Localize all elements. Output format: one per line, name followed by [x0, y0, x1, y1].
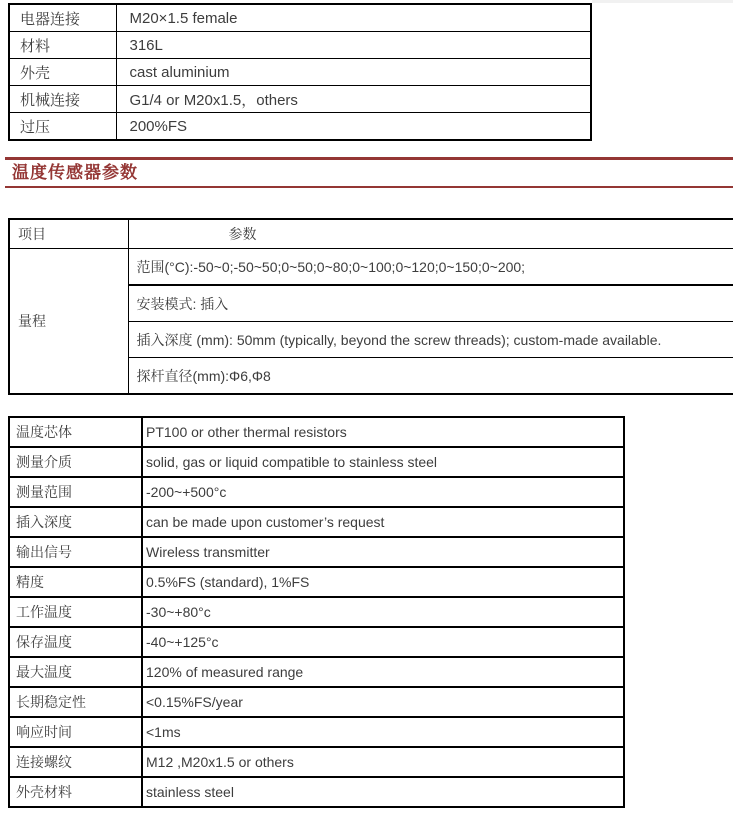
table-row — [9, 537, 624, 567]
spec-label: 测量范围 — [9, 477, 142, 507]
spec-value: 0.5%FS (standard), 1%FS — [142, 567, 624, 597]
range-parameter-table — [8, 218, 733, 395]
temperature-spec-table — [8, 416, 625, 808]
table-row — [9, 59, 591, 86]
table-row — [9, 777, 624, 807]
range-group-label: 量程 — [9, 249, 128, 395]
range-value: 安装模式: 插入 — [128, 285, 733, 322]
table-row — [9, 507, 624, 537]
column-header-parameter: 参数 — [128, 219, 733, 249]
spec-label: 材料 — [9, 32, 116, 59]
spec-label: 保存温度 — [9, 627, 142, 657]
spec-label: 长期稳定性 — [9, 687, 142, 717]
table-row — [9, 113, 591, 141]
table-row — [9, 249, 733, 286]
spec-value: -200~+500°c — [142, 477, 624, 507]
spec-value: 200%FS — [116, 113, 591, 141]
section-heading: 温度传感器参数 — [5, 157, 733, 188]
table-row — [9, 417, 624, 447]
spec-value: cast aluminium — [116, 59, 591, 86]
spec-value: M12 ,M20x1.5 or others — [142, 747, 624, 777]
spec-label: 过压 — [9, 113, 116, 141]
table-row — [9, 747, 624, 777]
spec-value: solid, gas or liquid compatible to stainless steel — [142, 447, 624, 477]
spec-label: 工作温度 — [9, 597, 142, 627]
spec-value: <1ms — [142, 717, 624, 747]
page-edge-strip — [592, 0, 733, 3]
table-row — [9, 687, 624, 717]
spec-value: stainless steel — [142, 777, 624, 807]
table-row — [9, 567, 624, 597]
spec-label: 电器连接 — [9, 4, 116, 32]
spec-value: 120% of measured range — [142, 657, 624, 687]
spec-label: 机械连接 — [9, 86, 116, 113]
table-row — [9, 597, 624, 627]
spec-label: 输出信号 — [9, 537, 142, 567]
spec-label: 测量介质 — [9, 447, 142, 477]
electrical-spec-table — [8, 3, 592, 141]
spec-label: 连接螺纹 — [9, 747, 142, 777]
spec-label: 外壳材料 — [9, 777, 142, 807]
range-value: 插入深度 (mm): 50mm (typically, beyond the screw threads); custom-made available. — [128, 322, 733, 358]
spec-value: M20×1.5 female — [116, 4, 591, 32]
table-row — [9, 86, 591, 113]
table-header-row — [9, 219, 733, 249]
spec-value: -30~+80°c — [142, 597, 624, 627]
spec-label: 响应时间 — [9, 717, 142, 747]
table-row — [9, 4, 591, 32]
column-header-item: 项目 — [9, 219, 128, 249]
table-row — [9, 32, 591, 59]
spec-value: <0.15%FS/year — [142, 687, 624, 717]
spec-value: -40~+125°c — [142, 627, 624, 657]
spec-value: can be made upon customer’s request — [142, 507, 624, 537]
table-row — [9, 627, 624, 657]
spec-value: PT100 or other thermal resistors — [142, 417, 624, 447]
spec-label: 插入深度 — [9, 507, 142, 537]
spec-value: G1/4 or M20x1.5，others — [116, 86, 591, 113]
table-row — [9, 717, 624, 747]
spec-label: 最大温度 — [9, 657, 142, 687]
range-value: 探杆直径(mm):Φ6,Φ8 — [128, 358, 733, 395]
range-value: 范围(°C):-50~0;-50~50;0~50;0~80;0~100;0~120;0~150;0~200; — [128, 249, 733, 286]
spec-value: 316L — [116, 32, 591, 59]
table-row — [9, 477, 624, 507]
spec-label: 温度芯体 — [9, 417, 142, 447]
spec-value: Wireless transmitter — [142, 537, 624, 567]
spec-label: 外壳 — [9, 59, 116, 86]
table-row — [9, 447, 624, 477]
spec-label: 精度 — [9, 567, 142, 597]
table-row — [9, 657, 624, 687]
